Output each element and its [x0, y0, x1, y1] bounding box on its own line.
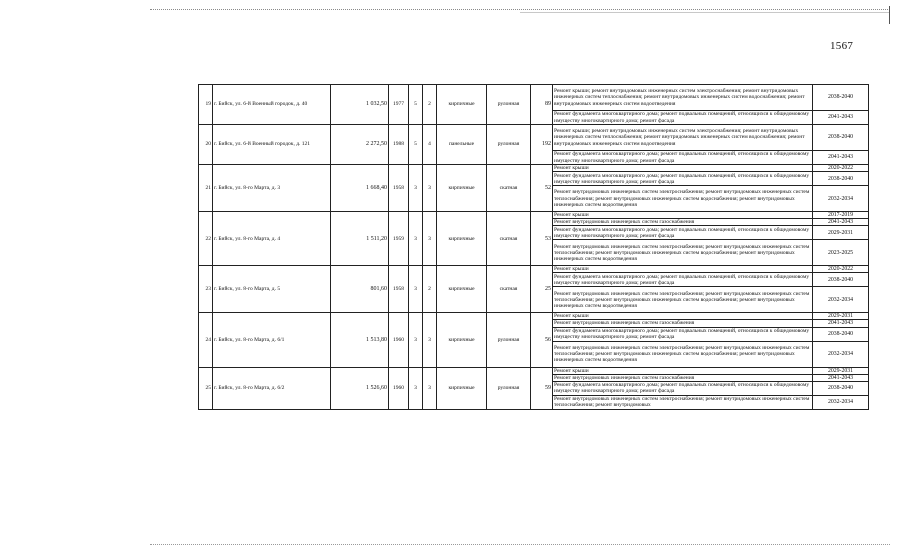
row-number: 22: [199, 212, 213, 266]
walls-material-cell: панельные: [437, 125, 487, 165]
work-period-cell: 2032-2034: [813, 287, 869, 313]
work-description-cell: Ремонт фундамента многоквартирного дома; ремонт подвальных помещений, относящихся к общедомовому имуществу многоквартирного дома; ремонт фасада: [553, 111, 813, 125]
work-description-cell: Ремонт крыши: [553, 266, 813, 273]
roof-type-cell: рулонная: [487, 367, 531, 409]
work-description-cell: Ремонт крыши: [553, 212, 813, 219]
row-number: 24: [199, 313, 213, 367]
area-cell: 1 526,60: [331, 367, 389, 409]
roof-type-cell: рулонная: [487, 125, 531, 165]
work-description-cell: Ремонт внутридомовых инженерных систем электроснабжения; ремонт внутридомовых инженерных систем теплоснабжения; ремонт внутридомовых инженерных систем водоснабжения; ремонт внутридомовых инженерных систем водоотведения: [553, 240, 813, 266]
entrances-cell: 3: [423, 165, 437, 212]
scan-top-border: [150, 9, 890, 10]
row-number: 19: [199, 85, 213, 125]
roof-type-cell: рулонная: [487, 85, 531, 125]
address-cell: г. Бийск, ул. 8-го Марта, д. 5: [213, 266, 331, 313]
walls-material-cell: кирпичные: [437, 266, 487, 313]
row-number: 20: [199, 125, 213, 165]
year-cell: 1977: [389, 85, 409, 125]
row-number: 25: [199, 367, 213, 409]
work-period-cell: 2029-2031: [813, 367, 869, 374]
work-period-cell: 2041-2043: [813, 374, 869, 381]
table-row: [199, 313, 869, 320]
work-description-cell: Ремонт крыши: [553, 367, 813, 374]
work-period-cell: 2038-2040: [813, 125, 869, 151]
year-cell: 1958: [389, 266, 409, 313]
area-cell: 1 668,40: [331, 165, 389, 212]
entrances-cell: 3: [423, 367, 437, 409]
floors-cell: 3: [409, 212, 423, 266]
work-description-cell: Ремонт фундамента многоквартирного дома; ремонт подвальных помещений, относящихся к общедомовому имуществу многоквартирного дома; ремонт фасада: [553, 226, 813, 240]
entrances-cell: 2: [423, 85, 437, 125]
table-row: [199, 367, 869, 374]
work-description-cell: Ремонт внутридомовых инженерных систем газоснабжения: [553, 219, 813, 226]
work-description-cell: Ремонт крыши; ремонт внутридомовых инженерных систем электроснабжения; ремонт внутридомовых инженерных систем теплоснабжения; ремонт внутридомовых инженерных систем водоснабжения; ремонт внутридомовых инженерных систем водоотведения: [553, 85, 813, 111]
year-cell: 1960: [389, 367, 409, 409]
roof-type-cell: скатная: [487, 266, 531, 313]
work-period-cell: 2038-2040: [813, 85, 869, 111]
work-period-cell: 2017-2019: [813, 212, 869, 219]
table-row: [199, 266, 869, 273]
apartments-cell: 53: [531, 212, 553, 266]
work-description-cell: Ремонт внутридомовых инженерных систем электроснабжения; ремонт внутридомовых инженерных систем теплоснабжения; ремонт внутридомовых: [553, 395, 813, 409]
roof-type-cell: скатная: [487, 165, 531, 212]
scan-corner-mark: [889, 6, 890, 24]
floors-cell: 3: [409, 165, 423, 212]
roof-type-cell: скатная: [487, 212, 531, 266]
year-cell: 1960: [389, 313, 409, 367]
apartments-cell: 56: [531, 313, 553, 367]
table-body: [199, 85, 869, 410]
capital-repair-table: [198, 84, 869, 410]
area-cell: 2 272,50: [331, 125, 389, 165]
work-description-cell: Ремонт внутридомовых инженерных систем газоснабжения: [553, 320, 813, 327]
work-description-cell: Ремонт крыши; ремонт внутридомовых инженерных систем электроснабжения; ремонт внутридомовых инженерных систем теплоснабжения; ремонт внутридомовых инженерных систем водоснабжения; ремонт внутридомовых инженерных систем водоотведения: [553, 125, 813, 151]
work-period-cell: 2020-2022: [813, 266, 869, 273]
work-description-cell: Ремонт внутридомовых инженерных систем электроснабжения; ремонт внутридомовых инженерных систем теплоснабжения; ремонт внутридомовых инженерных систем водоснабжения; ремонт внутридомовых инженерных систем водоотведения: [553, 186, 813, 212]
work-period-cell: 2029-2031: [813, 226, 869, 240]
apartments-cell: 89: [531, 85, 553, 125]
apartments-cell: 192: [531, 125, 553, 165]
floors-cell: 3: [409, 367, 423, 409]
address-cell: г. Бийск, ул. 8-го Марта, д. 4: [213, 212, 331, 266]
apartments-cell: 59: [531, 367, 553, 409]
work-period-cell: 2041-2043: [813, 320, 869, 327]
walls-material-cell: кирпичные: [437, 212, 487, 266]
year-cell: 1988: [389, 125, 409, 165]
address-cell: г. Бийск, ул. 8-го Марта, д. 6/2: [213, 367, 331, 409]
roof-type-cell: рулонная: [487, 313, 531, 367]
entrances-cell: 4: [423, 125, 437, 165]
work-description-cell: Ремонт фундамента многоквартирного дома; ремонт подвальных помещений, относящихся к общедомовому имуществу многоквартирного дома; ремонт фасада: [553, 273, 813, 287]
scan-top-border-secondary: [520, 12, 890, 13]
walls-material-cell: кирпичные: [437, 367, 487, 409]
work-period-cell: 2032-2034: [813, 395, 869, 409]
work-description-cell: Ремонт фундамента многоквартирного дома; ремонт подвальных помещений, относящихся к общедомовому имуществу многоквартирного дома; ремонт фасада: [553, 327, 813, 341]
page-number: 1567: [830, 40, 854, 52]
work-period-cell: 2038-2040: [813, 273, 869, 287]
work-description-cell: Ремонт крыши: [553, 313, 813, 320]
work-period-cell: 2020-2022: [813, 165, 869, 172]
area-cell: 801,60: [331, 266, 389, 313]
apartments-cell: 52: [531, 165, 553, 212]
scan-bottom-border: [150, 544, 890, 545]
work-period-cell: 2038-2040: [813, 327, 869, 341]
work-period-cell: 2029-2031: [813, 313, 869, 320]
row-number: 23: [199, 266, 213, 313]
entrances-cell: 2: [423, 266, 437, 313]
year-cell: 1958: [389, 165, 409, 212]
address-cell: г. Бийск, ул. 6-й Военный городок, д. 40: [213, 85, 331, 125]
work-description-cell: Ремонт фундамента многоквартирного дома; ремонт подвальных помещений, относящихся к общедомовому имуществу многоквартирного дома; ремонт фасада: [553, 381, 813, 395]
walls-material-cell: кирпичные: [437, 85, 487, 125]
row-number: 21: [199, 165, 213, 212]
work-description-cell: Ремонт внутридомовых инженерных систем электроснабжения; ремонт внутридомовых инженерных систем теплоснабжения; ремонт внутридомовых инженерных систем водоснабжения; ремонт внутридомовых инженерных систем водоотведения: [553, 341, 813, 367]
work-period-cell: 2038-2040: [813, 381, 869, 395]
work-description-cell: Ремонт фундамента многоквартирного дома; ремонт подвальных помещений, относящихся к общедомовому имуществу многоквартирного дома; ремонт фасада: [553, 172, 813, 186]
entrances-cell: 3: [423, 313, 437, 367]
area-cell: 1 032,50: [331, 85, 389, 125]
work-description-cell: Ремонт крыши: [553, 165, 813, 172]
work-period-cell: 2041-2043: [813, 151, 869, 165]
work-period-cell: 2032-2034: [813, 186, 869, 212]
address-cell: г. Бийск, ул. 8-го Марта, д. 6/1: [213, 313, 331, 367]
table-row: [199, 85, 869, 111]
walls-material-cell: кирпичные: [437, 165, 487, 212]
table-row: [199, 212, 869, 219]
address-cell: г. Бийск, ул. 6-й Военный городок, д. 121: [213, 125, 331, 165]
entrances-cell: 3: [423, 212, 437, 266]
work-period-cell: 2032-2034: [813, 341, 869, 367]
floors-cell: 3: [409, 313, 423, 367]
work-period-cell: 2023-2025: [813, 240, 869, 266]
year-cell: 1959: [389, 212, 409, 266]
walls-material-cell: кирпичные: [437, 313, 487, 367]
work-description-cell: Ремонт внутридомовых инженерных систем газоснабжения: [553, 374, 813, 381]
floors-cell: 3: [409, 266, 423, 313]
address-cell: г. Бийск, ул. 8-го Марта, д. 3: [213, 165, 331, 212]
apartments-cell: 25: [531, 266, 553, 313]
work-period-cell: 2041-2043: [813, 219, 869, 226]
work-period-cell: 2038-2040: [813, 172, 869, 186]
work-description-cell: Ремонт внутридомовых инженерных систем электроснабжения; ремонт внутридомовых инженерных систем теплоснабжения; ремонт внутридомовых инженерных систем водоснабжения; ремонт внутридомовых инженерных систем водоотведения: [553, 287, 813, 313]
area-cell: 1 513,80: [331, 313, 389, 367]
floors-cell: 5: [409, 85, 423, 125]
work-description-cell: Ремонт фундамента многоквартирного дома; ремонт подвальных помещений, относящихся к общедомовому имуществу многоквартирного дома; ремонт фасада: [553, 151, 813, 165]
work-period-cell: 2041-2043: [813, 111, 869, 125]
floors-cell: 5: [409, 125, 423, 165]
area-cell: 1 511,20: [331, 212, 389, 266]
table-row: [199, 165, 869, 172]
table-row: [199, 125, 869, 151]
